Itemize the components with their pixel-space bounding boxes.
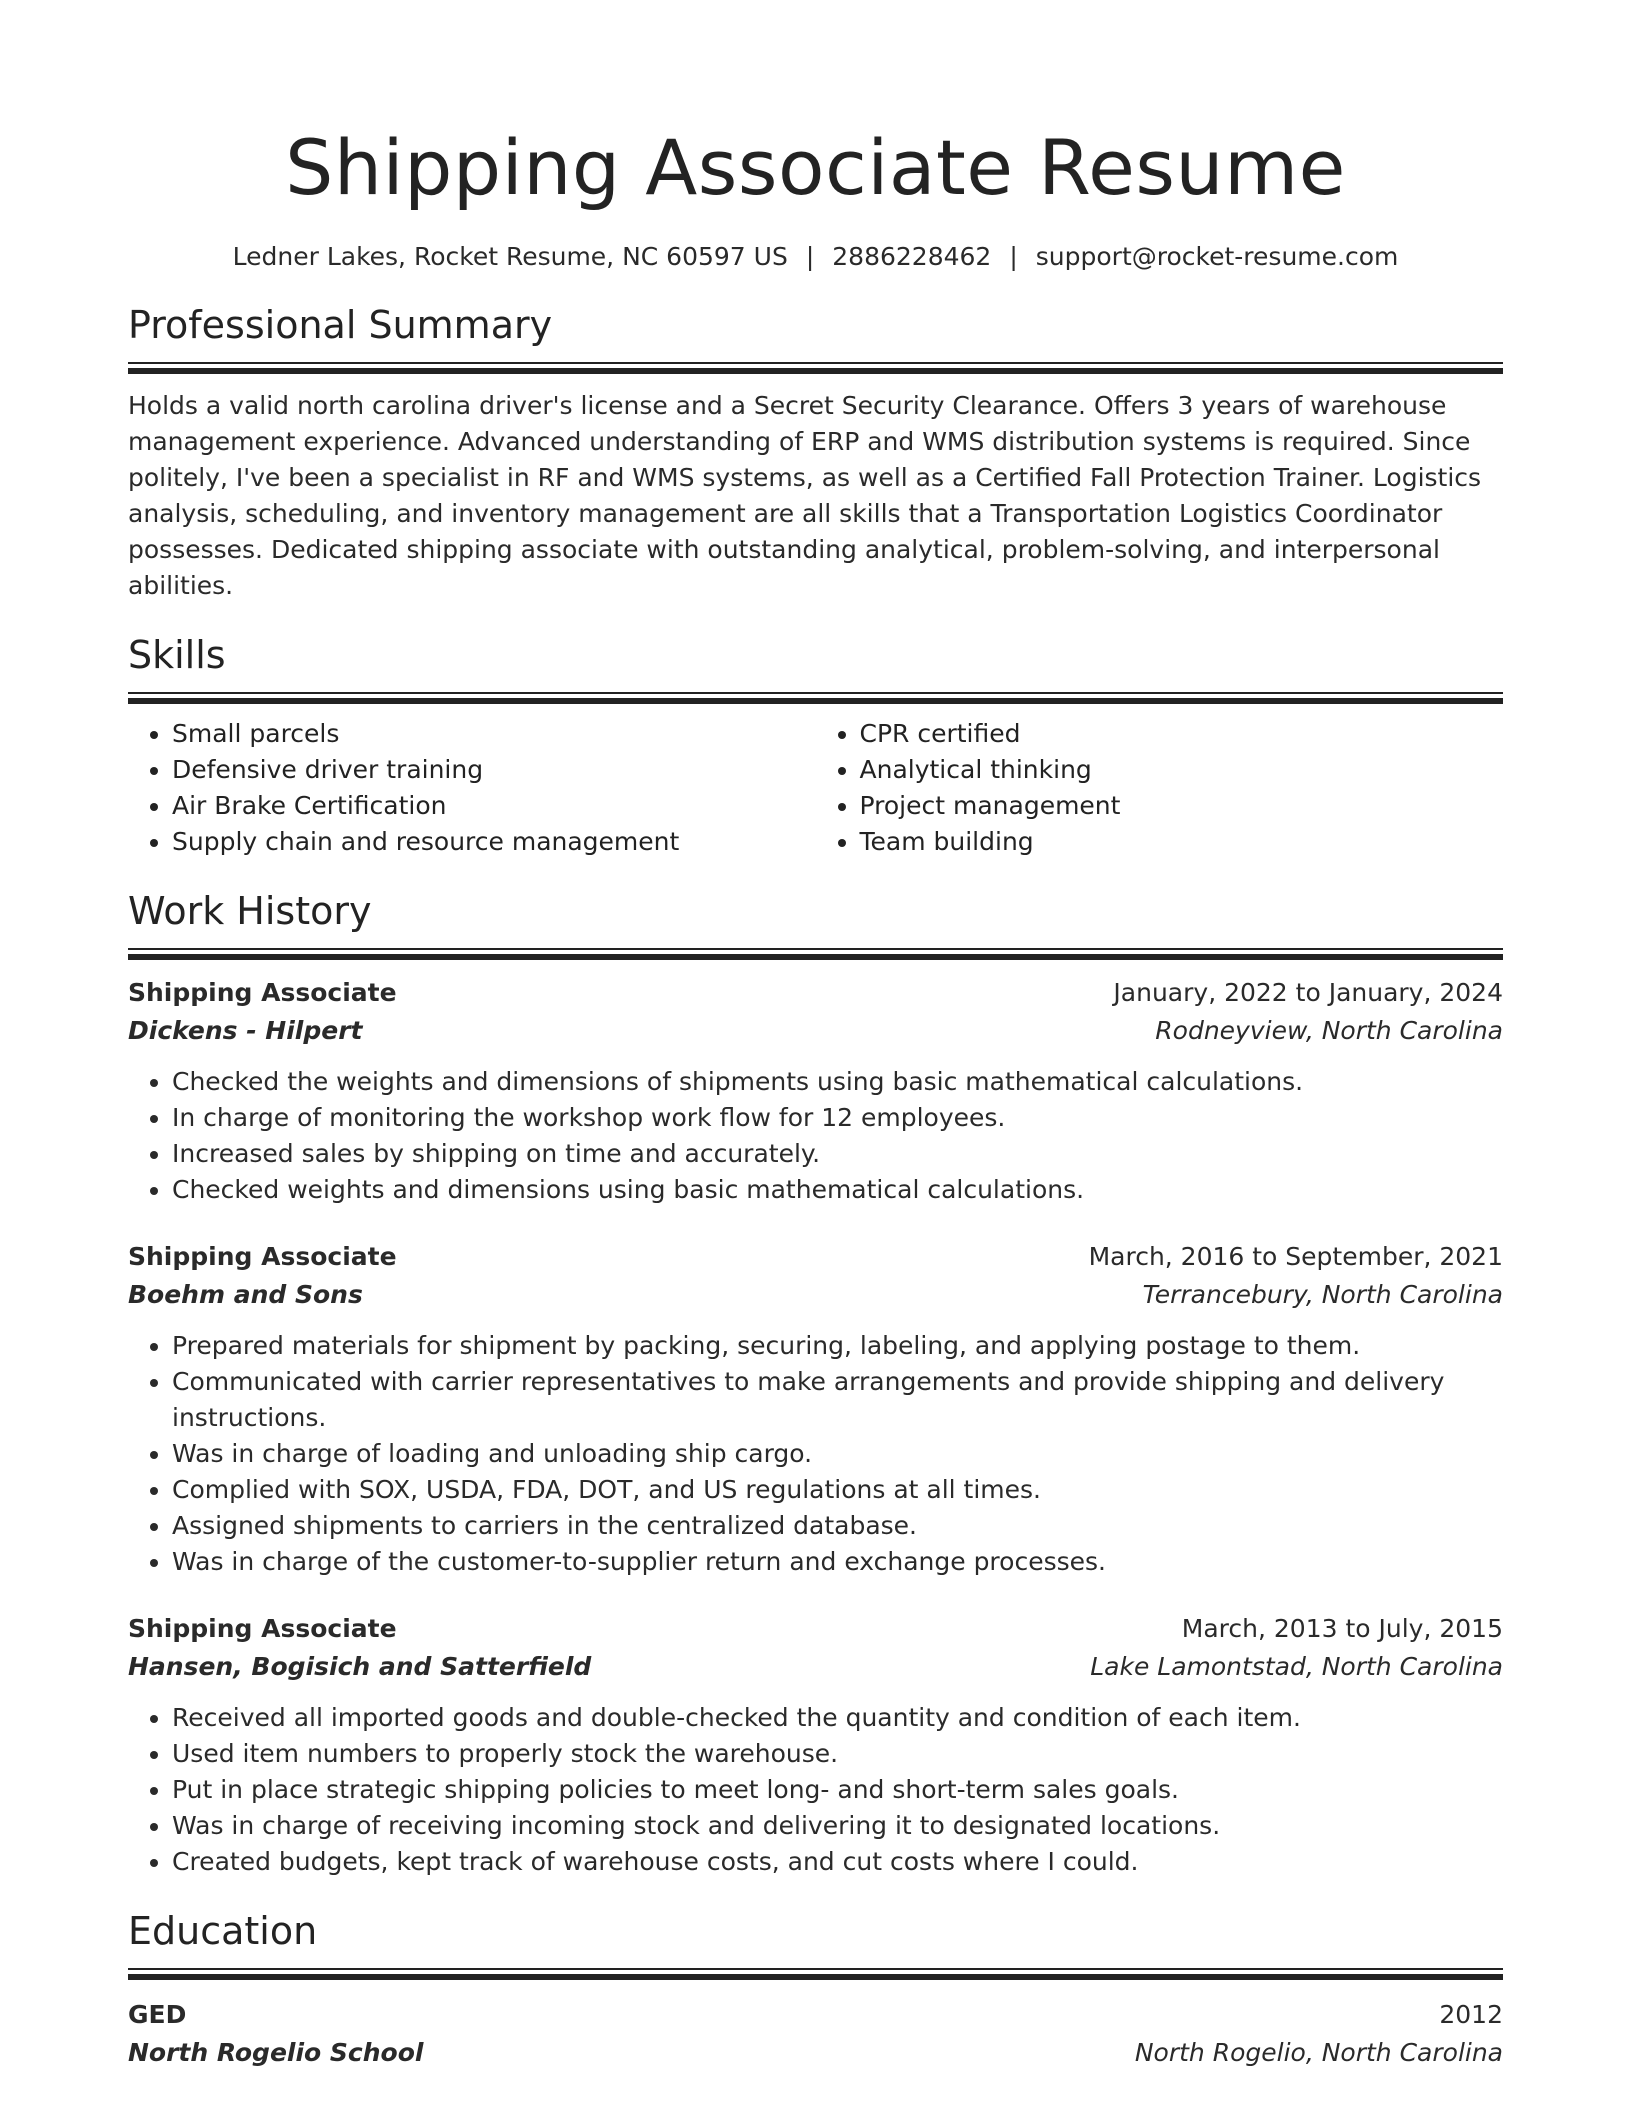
- education-school: North Rogelio School: [128, 2038, 424, 2067]
- job-bullet: • Communicated with carrier representatives to make arrangements and provide shipping and delivery instructions.: [172, 1364, 1503, 1436]
- skill-item: • Defensive driver training: [172, 752, 816, 788]
- job-title: Shipping Associate: [128, 978, 397, 1007]
- job-dates: January, 2022 to January, 2024: [1113, 978, 1503, 1007]
- job-bullet: • Received all imported goods and double-checked the quantity and condition of each item.: [172, 1700, 1503, 1736]
- education-year: 2012: [1439, 2000, 1503, 2029]
- job-dates: March, 2016 to September, 2021: [1088, 1242, 1503, 1271]
- work-history-section: [128, 886, 1503, 1880]
- job-location: Rodneyview, North Carolina: [1155, 1016, 1503, 1045]
- skill-item: • Team building: [860, 824, 1504, 860]
- summary-section: [128, 300, 1503, 604]
- skills-left-list: [128, 716, 816, 860]
- skills-section: [128, 630, 1503, 860]
- job-company: Hansen, Bogisich and Satterfield: [128, 1652, 592, 1681]
- skills-heading: Skills: [128, 633, 226, 677]
- summary-heading: Professional Summary: [128, 303, 553, 347]
- job-bullet: • Checked weights and dimensions using basic mathematical calculations.: [172, 1172, 1503, 1208]
- section-divider: [128, 692, 1503, 704]
- skills-right-list: [816, 716, 1504, 860]
- job-bullet: • Prepared materials for shipment by packing, securing, labeling, and applying postage to them.: [172, 1328, 1503, 1364]
- job-bullet: • Put in place strategic shipping policies to meet long- and short-term sales goals.: [172, 1772, 1503, 1808]
- job-bullet: • Used item numbers to properly stock the warehouse.: [172, 1736, 1503, 1772]
- contact-address: Ledner Lakes, Rocket Resume, NC 60597 US: [232, 242, 788, 271]
- education-degree: GED: [128, 2000, 187, 2029]
- education-entry: [128, 1996, 1503, 2072]
- section-divider: [128, 362, 1503, 374]
- contact-phone: 2886228462: [832, 242, 992, 271]
- job-bullet: • Was in charge of receiving incoming stock and delivering it to designated locations.: [172, 1808, 1503, 1844]
- contact-line: [128, 240, 1503, 274]
- job-bullet: • In charge of monitoring the workshop work flow for 12 employees.: [172, 1100, 1503, 1136]
- contact-separator: |: [1009, 242, 1018, 271]
- job-entry: [128, 1238, 1503, 1580]
- skills-columns: [128, 716, 1503, 860]
- job-title: Shipping Associate: [128, 1242, 397, 1271]
- job-bullet: • Created budgets, kept track of warehouse costs, and cut costs where I could.: [172, 1844, 1503, 1880]
- job-bullets: [128, 1328, 1503, 1580]
- contact-email: support@rocket-resume.com: [1035, 242, 1399, 271]
- section-divider: [128, 1968, 1503, 1980]
- job-bullets: [128, 1064, 1503, 1208]
- job-bullet: • Was in charge of loading and unloading ship cargo.: [172, 1436, 1503, 1472]
- skill-item: • Project management: [860, 788, 1504, 824]
- skill-item: • CPR certified: [860, 716, 1504, 752]
- job-company: Boehm and Sons: [128, 1280, 363, 1309]
- education-section: [128, 1906, 1503, 2072]
- job-company: Dickens - Hilpert: [128, 1016, 363, 1045]
- education-location: North Rogelio, North Carolina: [1134, 2038, 1503, 2067]
- job-dates: March, 2013 to July, 2015: [1181, 1614, 1503, 1643]
- work-history-heading: Work History: [128, 889, 372, 933]
- job-entry: [128, 974, 1503, 1208]
- summary-text: Holds a valid north carolina driver's license and a Secret Security Clearance. Offers 3 years of warehouse management experience. Advanced understanding of ERP and WMS distribution systems is required. Since politely, I've been a specialist in RF and WMS systems, as well as a Certified Fall Protection Trainer. Logistics analysis, scheduling, and inventory management are all skills that a Transportation Logistics Coordinator possesses. Dedicated shipping associate with outstanding analytical, problem-solving, and interpersonal abilities.: [128, 391, 1482, 600]
- skill-item: • Analytical thinking: [860, 752, 1504, 788]
- job-title: Shipping Associate: [128, 1614, 397, 1643]
- page-title: Shipping Associate Resume: [285, 123, 1346, 212]
- job-bullet: • Checked the weights and dimensions of shipments using basic mathematical calculations.: [172, 1064, 1503, 1100]
- education-heading: Education: [128, 1909, 318, 1953]
- job-bullet: • Was in charge of the customer-to-supplier return and exchange processes.: [172, 1544, 1503, 1580]
- skill-item: • Small parcels: [172, 716, 816, 752]
- job-bullet: • Assigned shipments to carriers in the centralized database.: [172, 1508, 1503, 1544]
- skill-item: • Supply chain and resource management: [172, 824, 816, 860]
- skill-item: • Air Brake Certification: [172, 788, 816, 824]
- job-location: Lake Lamontstad, North Carolina: [1090, 1652, 1503, 1681]
- contact-separator: |: [805, 242, 815, 271]
- job-location: Terrancebury, North Carolina: [1142, 1280, 1503, 1309]
- job-entry: [128, 1610, 1503, 1880]
- section-divider: [128, 948, 1503, 960]
- job-bullet: • Complied with SOX, USDA, FDA, DOT, and US regulations at all times.: [172, 1472, 1503, 1508]
- job-bullets: [128, 1700, 1503, 1880]
- job-bullet: • Increased sales by shipping on time and accurately.: [172, 1136, 1503, 1172]
